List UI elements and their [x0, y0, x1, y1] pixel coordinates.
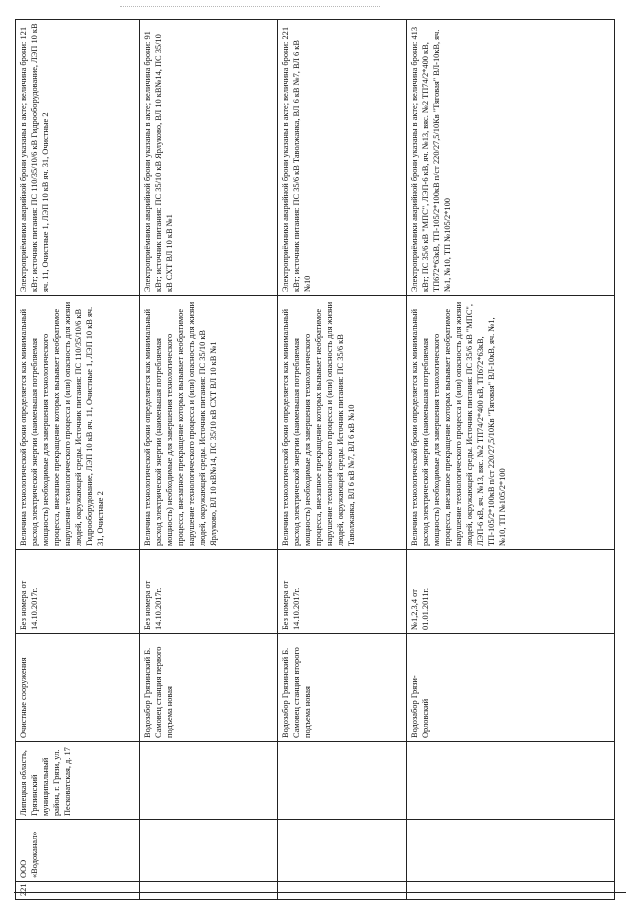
location-cell: [407, 742, 615, 820]
table-row: [407, 20, 615, 900]
page-bottom-rule: [14, 892, 626, 894]
tech-reserve-cell: Величина технологической брони определяется как минимальный расход электрической энергии (наименьшая потребляемая мощность) необходимые для завершения технологического процесса, внезапное прекращение которых вызывает необратимое нарушение технологического процесса и (или) опасность для жизни людей, окружающей среды. Источник питания: ПС 110/35/10/6 кВ Гидрооборудование, ЛЭП 10 кВ яч. 11, Очистные 1, ЛЭП 10 кВ яч. 31, Очистные 2: [16, 296, 140, 550]
location-cell: Липецкая область, Грязинский муниципальный район, г. Грязи, ул. Песковатская, д. 17: [16, 742, 140, 820]
organization-cell: [278, 820, 407, 882]
emergency-reserve-cell: Электроприёмники аварийной брони указаны в акте; величина брони: 121 кВт; источник питания: ПС 110/35/10/6 кВ Гидрооборудование, ЛЭП 10 кВ яч. 11, Очистные 1, ЛЭП 10 кВ яч. 31, Очистные 2: [16, 20, 140, 296]
table-row: [16, 20, 140, 900]
emergency-reserve-cell: Электроприёмники аварийной брони указаны в акте; величина брони: 413 кВт; ПС 35/6 кВ "МПС", ЛЭП-6 кВ, яч. №13, вяс. №2 ТП74/2*400 кВ, ТП672*63кВ, ТП-105/2*100кВ п/ст 220/27,5/10Кв "Тяговая" ВЛ-10кВ, яч. №1, №10, ТП №105/2*100: [407, 20, 615, 296]
tech-reserve-cell: Величина технологической брони определяется как минимальный расход электрической энергии (наименьшая потребляемая мощность) необходимые для завершения технологического процесса, внезапное прекращение которых вызывает необратимое нарушение технологического процесса и (или) опасность для жизни людей, окружающей среды. Источник питания: ПС 35/6 кВ Таволжанка, ВЛ 6 кВ №7, ВЛ 6 кВ №10: [278, 296, 407, 550]
organization-cell: [407, 820, 615, 882]
location-cell: [139, 742, 278, 820]
tech-reserve-cell: Величина технологической брони определяется как минимальный расход электрической энергии (наименьшая потребляемая мощность) необходимые для завершения технологического процесса, внезапное прекращение которых вызывает необратимое нарушение технологического процесса и (или) опасность для жизни людей, окружающей среды. Источник питания: ПС 35/6 кВ "МПС", ЛЭП-6 кВ, яч. №13, вяс. №2 ТП74/2*400 кВ, ТП672*63кВ, ТП-105/2*100кВ п/ст 220/27,5/10Кв "Тяговая" ВЛ-10кВ, яч. №1, №10, ТП №105/2*100: [407, 296, 615, 550]
row-number-cell: [139, 882, 278, 900]
row-number-cell: [407, 882, 615, 900]
document-cell: Без номера от 14.10.2017г.: [278, 550, 407, 634]
scan-artifact-line: [120, 6, 380, 8]
row-number-cell: [278, 882, 407, 900]
tech-reserve-cell: Величина технологической брони определяется как минимальный расход электрической энергии (наименьшая потребляемая мощность) необходимые для завершения технологического процесса, внезапное прекращение которых вызывает необратимое нарушение технологического процесса и (или) опасность для жизни людей, окружающей среды. Источник питания: ПС 35/10 кВ Ярлуково, ВЛ 10 кВ№14, ПС 35/10 кВ СХТ ВЛ 10 кВ №1: [139, 296, 278, 550]
power-reservation-table: [15, 19, 615, 900]
organization-cell: [139, 820, 278, 882]
organization-cell: ООО «Водоканал»: [16, 820, 140, 882]
object-cell: Очистные сооружения: [16, 634, 140, 742]
table-row: [278, 20, 407, 900]
object-cell: Водозабор Грязинский Б. Самовец станция второго подъема новая: [278, 634, 407, 742]
object-cell: Водозабор Грязи-Орловский: [407, 634, 615, 742]
object-cell: Водозабор Грязинский Б. Самовец станция первого подъема новая: [139, 634, 278, 742]
rotated-table-container: [15, 20, 615, 900]
table-row: [139, 20, 278, 900]
row-number-cell: 221: [16, 882, 140, 900]
document-cell: №1,2,3,4 от 01.01.2011г.: [407, 550, 615, 634]
document-cell: Без номера от 14.10.2017г.: [139, 550, 278, 634]
emergency-reserve-cell: Электроприёмники аварийной брони указаны в акте; величина брони: 221 кВт; источник питания: ПС 35/6 кВ Таволжанка, ВЛ 6 кВ №7, ВЛ 6 кВ №10: [278, 20, 407, 296]
location-cell: [278, 742, 407, 820]
document-cell: Без номера от 14.10.2017г.: [16, 550, 140, 634]
emergency-reserve-cell: Электроприёмники аварийной брони указаны в акте; величина брони: 91 кВт; источник питания: ПС 35/10 кВ Ярлуково, ВЛ 10 кВ№14, ПС 35/10 кВ СХТ ВЛ 10 кВ №1: [139, 20, 278, 296]
